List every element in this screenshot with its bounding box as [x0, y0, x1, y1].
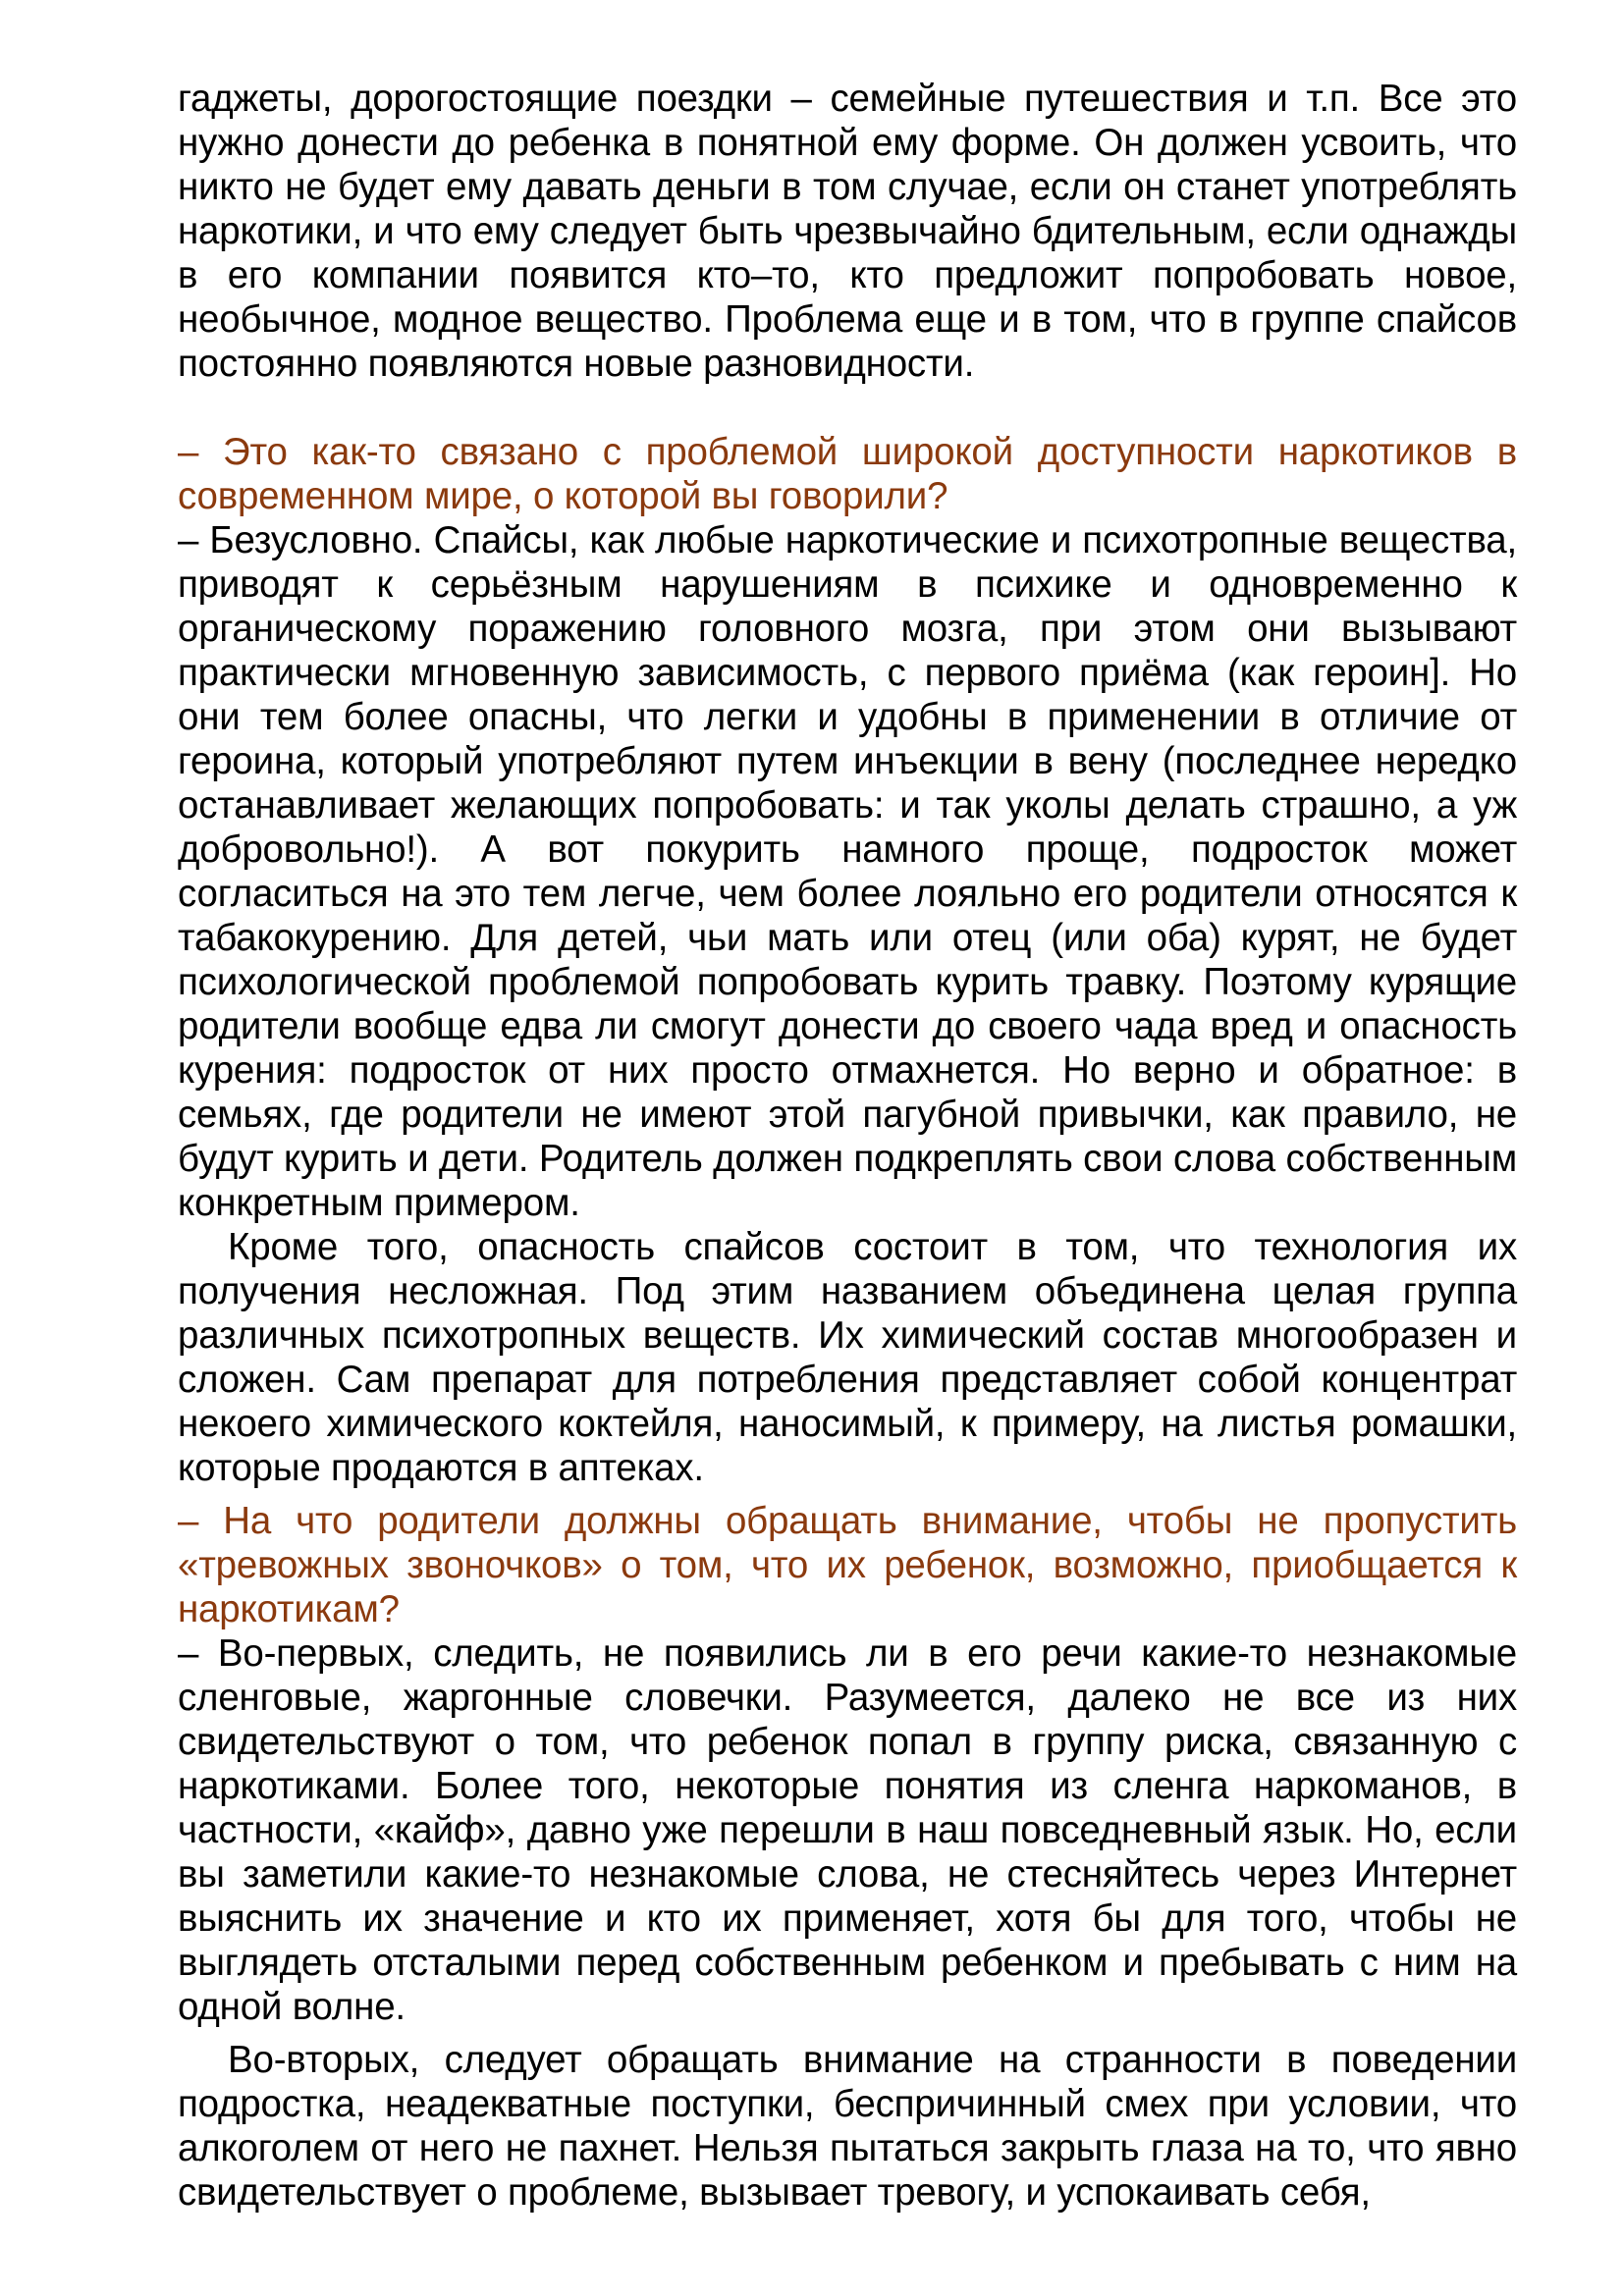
- paragraph-behavior: Во-вторых, следует обращать внимание на странности в поведении подростка, неадекватные поступки, беспричинный смех при условии, что алкоголем от него не пахнет. Нельзя пытаться закрыть глаза на то, что явно свидетельствует о проблеме, вызывает тревогу, и успокаивать себя,: [178, 2039, 1517, 2214]
- interview-answer-1: – Безусловно. Спайсы, как любые наркотические и психотропные вещества, приводят к серьёзным нарушениям в психике и одновременно к органическому поражению головного мозга, при этом они вызывают практически мгновенную зависимость, с первого приёма (как героин]. Но они тем более опасны, что легки и удобны в применении в отличие от героина, который употребляют путем инъекции в вену (последнее нередко останавливает желающих попробовать: и так уколы делать страшно, а уж добровольно!). А вот покурить намного проще, подросток может согласиться на это тем легче, чем более лояльно его родители относятся к табакокурению. Для детей, чьи мать или отец (или оба) курят, не будет психологической проблемой попробовать курить травку. Поэтому курящие родители вообще едва ли смогут донести до своего чада вред и опасность курения: подросток от них просто отмахнется. Но верно и обратное: в семьях, где родители не имеют этой пагубной привычки, как правило, не будут курить и дети. Родитель должен подкреплять свои слова собственным конкретным примером.: [178, 519, 1517, 1224]
- paragraph-spice-danger: Кроме того, опасность спайсов состоит в том, что технология их получения несложная. Под этим названием объединена целая группа различных психотропных веществ. Их химический состав многообразен и сложен. Сам препарат для потребления представляет собой концентрат некоего химического коктейля, наносимый, к примеру, на листья ромашки, которые продаются в аптеках.: [178, 1226, 1517, 1489]
- interview-question-1: – Это как-то связано с проблемой широкой доступности наркотиков в современном мире, о которой вы говорили?: [178, 431, 1517, 517]
- spacer: [178, 2029, 1517, 2038]
- spacer: [178, 1490, 1517, 1499]
- interview-question-2: – На что родители должны обращать внимание, чтобы не пропустить «тревожных звоночков» о том, что их ребенок, возможно, приобщается к наркотикам?: [178, 1500, 1517, 1630]
- interview-answer-2: – Во-первых, следить, не появились ли в его речи какие-то незнакомые сленговые, жаргонные словечки. Разумеется, далеко не все из них свидетельствуют о том, что ребенок попал в группу риска, связанную с наркотиками. Более того, некоторые понятия из сленга наркоманов, в частности, «кайф», давно уже перешли в наш повседневный язык. Но, если вы заметили какие-то незнакомые слова, не стесняйтесь через Интернет выяснить их значение и кто их применяет, хотя бы для того, чтобы не выглядеть отсталыми перед собственным ребенком и пребывать с ним на одной волне.: [178, 1632, 1517, 2028]
- spacer: [178, 386, 1517, 430]
- paragraph-intro: гаджеты, дорогостоящие поездки – семейные путешествия и т.п. Все это нужно донести до ребенка в понятной ему форме. Он должен усвоить, что никто не будет ему давать деньги в том случае, если он станет употреблять наркотики, и что ему следует быть чрезвычайно бдительным, если однажды в его компании появится кто–то, кто предложит попробовать новое, необычное, модное вещество. Проблема еще и в том, что в группе спайсов постоянно появляются новые разновидности.: [178, 78, 1517, 385]
- document-page: [178, 77, 1517, 2215]
